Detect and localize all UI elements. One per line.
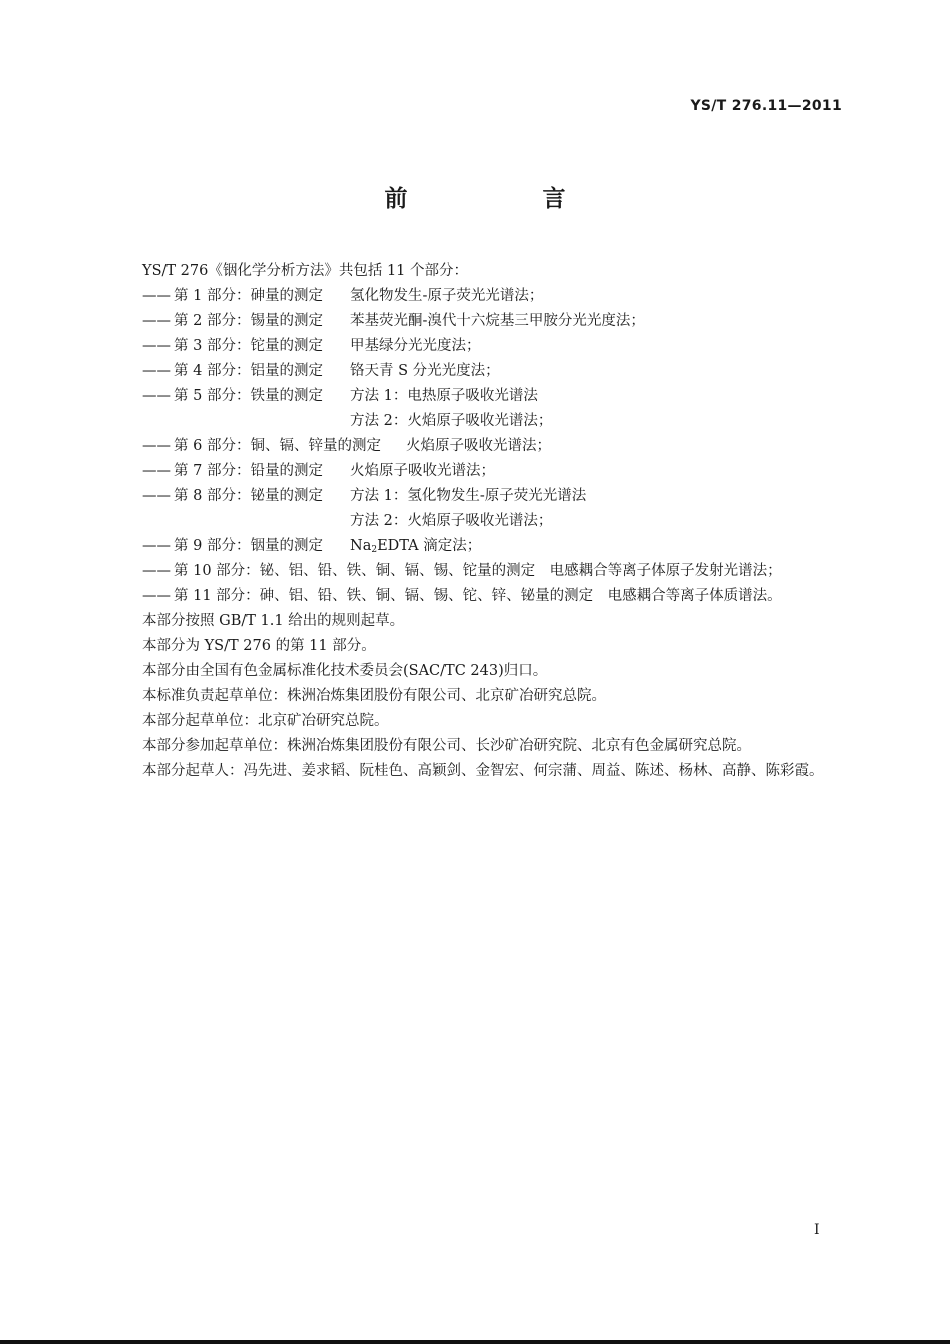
intro-line: YS/T 276《铟化学分析方法》共包括 11 个部分： xyxy=(142,263,469,279)
list-dash: —— xyxy=(142,288,171,304)
part-label: 第 6 部分：铜、镉、锌量的测定 xyxy=(174,438,381,454)
list-dash: —— xyxy=(142,313,171,329)
list-dash: —— xyxy=(142,438,171,454)
list-item xyxy=(142,587,842,612)
list-dash: —— xyxy=(142,588,171,604)
note-line: 本部分为 YS/T 276 的第 11 部分。 xyxy=(142,638,376,654)
part-method: 铬天青 S 分光光度法； xyxy=(350,363,500,379)
part-label: 第 5 部分：铁量的测定 xyxy=(174,388,323,404)
standard-code: YS/T 276.11—2011 xyxy=(690,98,842,114)
list-dash: —— xyxy=(142,388,171,404)
part-method-2: 方法 2：火焰原子吸收光谱法； xyxy=(350,513,553,529)
part-label: 第 7 部分：铅量的测定 xyxy=(174,463,323,479)
page-number: I xyxy=(814,1222,820,1238)
list-item xyxy=(142,537,842,562)
list-item xyxy=(142,462,842,487)
formula-na: Na xyxy=(350,538,372,554)
part-label: 第 4 部分：铝量的测定 xyxy=(174,363,323,379)
list-item xyxy=(142,362,842,387)
formula-subscript: 2 xyxy=(371,545,378,555)
list-dash: —— xyxy=(142,338,171,354)
list-item xyxy=(142,487,842,512)
part-method: 方法 1：电热原子吸收光谱法 xyxy=(350,388,538,404)
list-dash: —— xyxy=(142,363,171,379)
note-line: 本部分参加起草单位：株洲冶炼集团股份有限公司、长沙矿冶研究院、北京有色金属研究总院。 xyxy=(142,738,751,754)
part-label: 第 1 部分：砷量的测定 xyxy=(174,288,323,304)
part-method xyxy=(350,538,481,554)
part-method-2: 方法 2：火焰原子吸收光谱法； xyxy=(350,413,553,429)
foreword-body xyxy=(142,262,842,787)
part-method: 苯基荧光酮-溴代十六烷基三甲胺分光光度法； xyxy=(350,313,645,329)
list-dash: —— xyxy=(142,463,171,479)
note-line: 本标准负责起草单位：株洲冶炼集团股份有限公司、北京矿冶研究总院。 xyxy=(142,688,606,704)
part-label: 第 8 部分：铋量的测定 xyxy=(174,488,323,504)
note-line: 本部分起草人：冯先进、姜求韬、阮桂色、高颖剑、金智宏、何宗蒲、周益、陈述、杨林、高静、陈彩霞。 xyxy=(142,763,824,779)
formula-rest: EDTA 滴定法； xyxy=(377,538,482,554)
list-item-continuation xyxy=(142,412,842,437)
part-label: 第 9 部分：铟量的测定 xyxy=(174,538,323,554)
note-line: 本部分按照 GB/T 1.1 给出的规则起草。 xyxy=(142,613,405,629)
list-item xyxy=(142,312,842,337)
part-label: 第 3 部分：铊量的测定 xyxy=(174,338,323,354)
list-item xyxy=(142,387,842,412)
page-title: 前 言 xyxy=(384,186,622,212)
list-dash: —— xyxy=(142,488,171,504)
list-item-continuation xyxy=(142,512,842,537)
list-item xyxy=(142,562,842,587)
part-method: 方法 1：氢化物发生-原子荧光光谱法 xyxy=(350,488,587,504)
part-method: 甲基绿分光光度法； xyxy=(350,338,481,354)
list-item xyxy=(142,337,842,362)
part-method: 火焰原子吸收光谱法； xyxy=(406,438,551,454)
part-method: 氢化物发生-原子荧光光谱法； xyxy=(350,288,544,304)
part-label: 第 10 部分：铋、铝、铅、铁、铜、镉、锡、铊量的测定 xyxy=(174,563,536,579)
list-dash: —— xyxy=(142,563,171,579)
part-method: 火焰原子吸收光谱法； xyxy=(350,463,495,479)
list-item xyxy=(142,287,842,312)
part-label: 第 11 部分：砷、铝、铅、铁、铜、镉、锡、铊、锌、铋量的测定 xyxy=(174,588,594,604)
note-line: 本部分起草单位：北京矿冶研究总院。 xyxy=(142,713,389,729)
part-label: 第 2 部分：锡量的测定 xyxy=(174,313,323,329)
list-dash: —— xyxy=(142,538,171,554)
note-line: 本部分由全国有色金属标准化技术委员会(SAC/TC 243)归口。 xyxy=(142,663,548,679)
part-method: 电感耦合等离子体质谱法。 xyxy=(607,588,782,604)
list-item xyxy=(142,437,842,462)
part-method: 电感耦合等离子体原子发射光谱法； xyxy=(549,563,782,579)
bottom-rule xyxy=(0,1340,950,1344)
